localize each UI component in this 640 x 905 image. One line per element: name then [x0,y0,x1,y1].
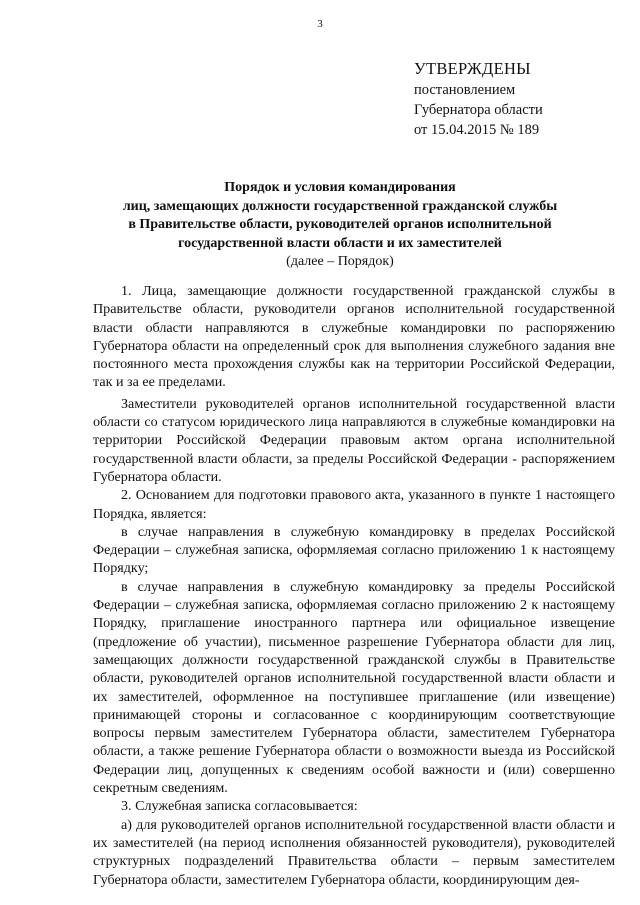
paragraph: в случае направления в служебную командировку в пределах Российской Федерации – служебная записка, оформляемая согласно приложению 1 к настоящему Порядку; [93,523,615,577]
paragraph: а) для руководителей органов исполнительной государственной власти области и их заместителей (на период исполнения обязанностей руководителя), руководителей структурных подразделений Правительства области – первым заместителем Губернатора области, заместителем Губернатора области, координирующим дея- [93,816,615,888]
paragraph: Заместители руководителей органов исполнительной государственной власти области со статусом юридического лица направляются в служебные командировки на территории Российской Федерации правовым актом органа исполнительной государственной власти области, за пределы Российской Федерации - распоряжением Губернатора области. [93,395,615,485]
document-title [60,179,620,272]
approval-line: постановлением [414,82,516,98]
document-body [93,282,615,889]
title-line: Порядок и условия командирования [224,180,456,195]
approval-line: Губернатора области [414,102,543,118]
page-number: 3 [317,18,323,30]
approval-line: от 15.04.2015 № 189 [414,122,540,138]
approval-heading: УТВЕРЖДЕНЫ [414,59,531,78]
paragraph: 1. Лица, замещающие должности государственной гражданской службы в Правительстве области, руководители органов исполнительной государственной власти области направляются в служебные командировки по распоряжению Губернатора области на определенный срок для выполнения служебного задания вне постоянного места прохождения службы как на территории Российской Федерации, так и за ее пределами. [93,283,615,391]
title-line: лиц, замещающих должности государственной гражданской службы [122,198,558,214]
title-line: в Правительстве области, руководителей органов исполнительной [128,217,552,232]
title-line: государственной власти области и их заместителей [178,235,502,251]
title-subline: (далее – Порядок) [286,254,394,269]
paragraph: 3. Служебная записка согласовывается: [121,798,358,815]
paragraph: в случае направления в служебную командировку за пределы Российской Федерации – служебная записка, оформляемая согласно приложению 2 к настоящему Порядку, приглашение иностранного партнера или официальное извещение (предложение об участии), письменное разрешение Губернатора области для лиц, замещающих должности государственной гражданской службы в Правительстве области, руководителей органов исполнительной государственной власти области и их заместителей, оформленное на поступившее приглашение (или извещение) принимающей стороны и согласованное с координирующим соответствующие вопросы первым заместителем Губернатора области, заместителем Губернатора области, а также решение Губернатора области о возможности выезда из Российской Федерации лиц, допущенных к сведениям особой важности и (или) совершенно секретным сведениям. [93,578,615,797]
paragraph: 2. Основанием для подготовки правового акта, указанного в пункте 1 настоящего Порядка, является: [93,487,615,522]
approval-block [414,58,543,140]
